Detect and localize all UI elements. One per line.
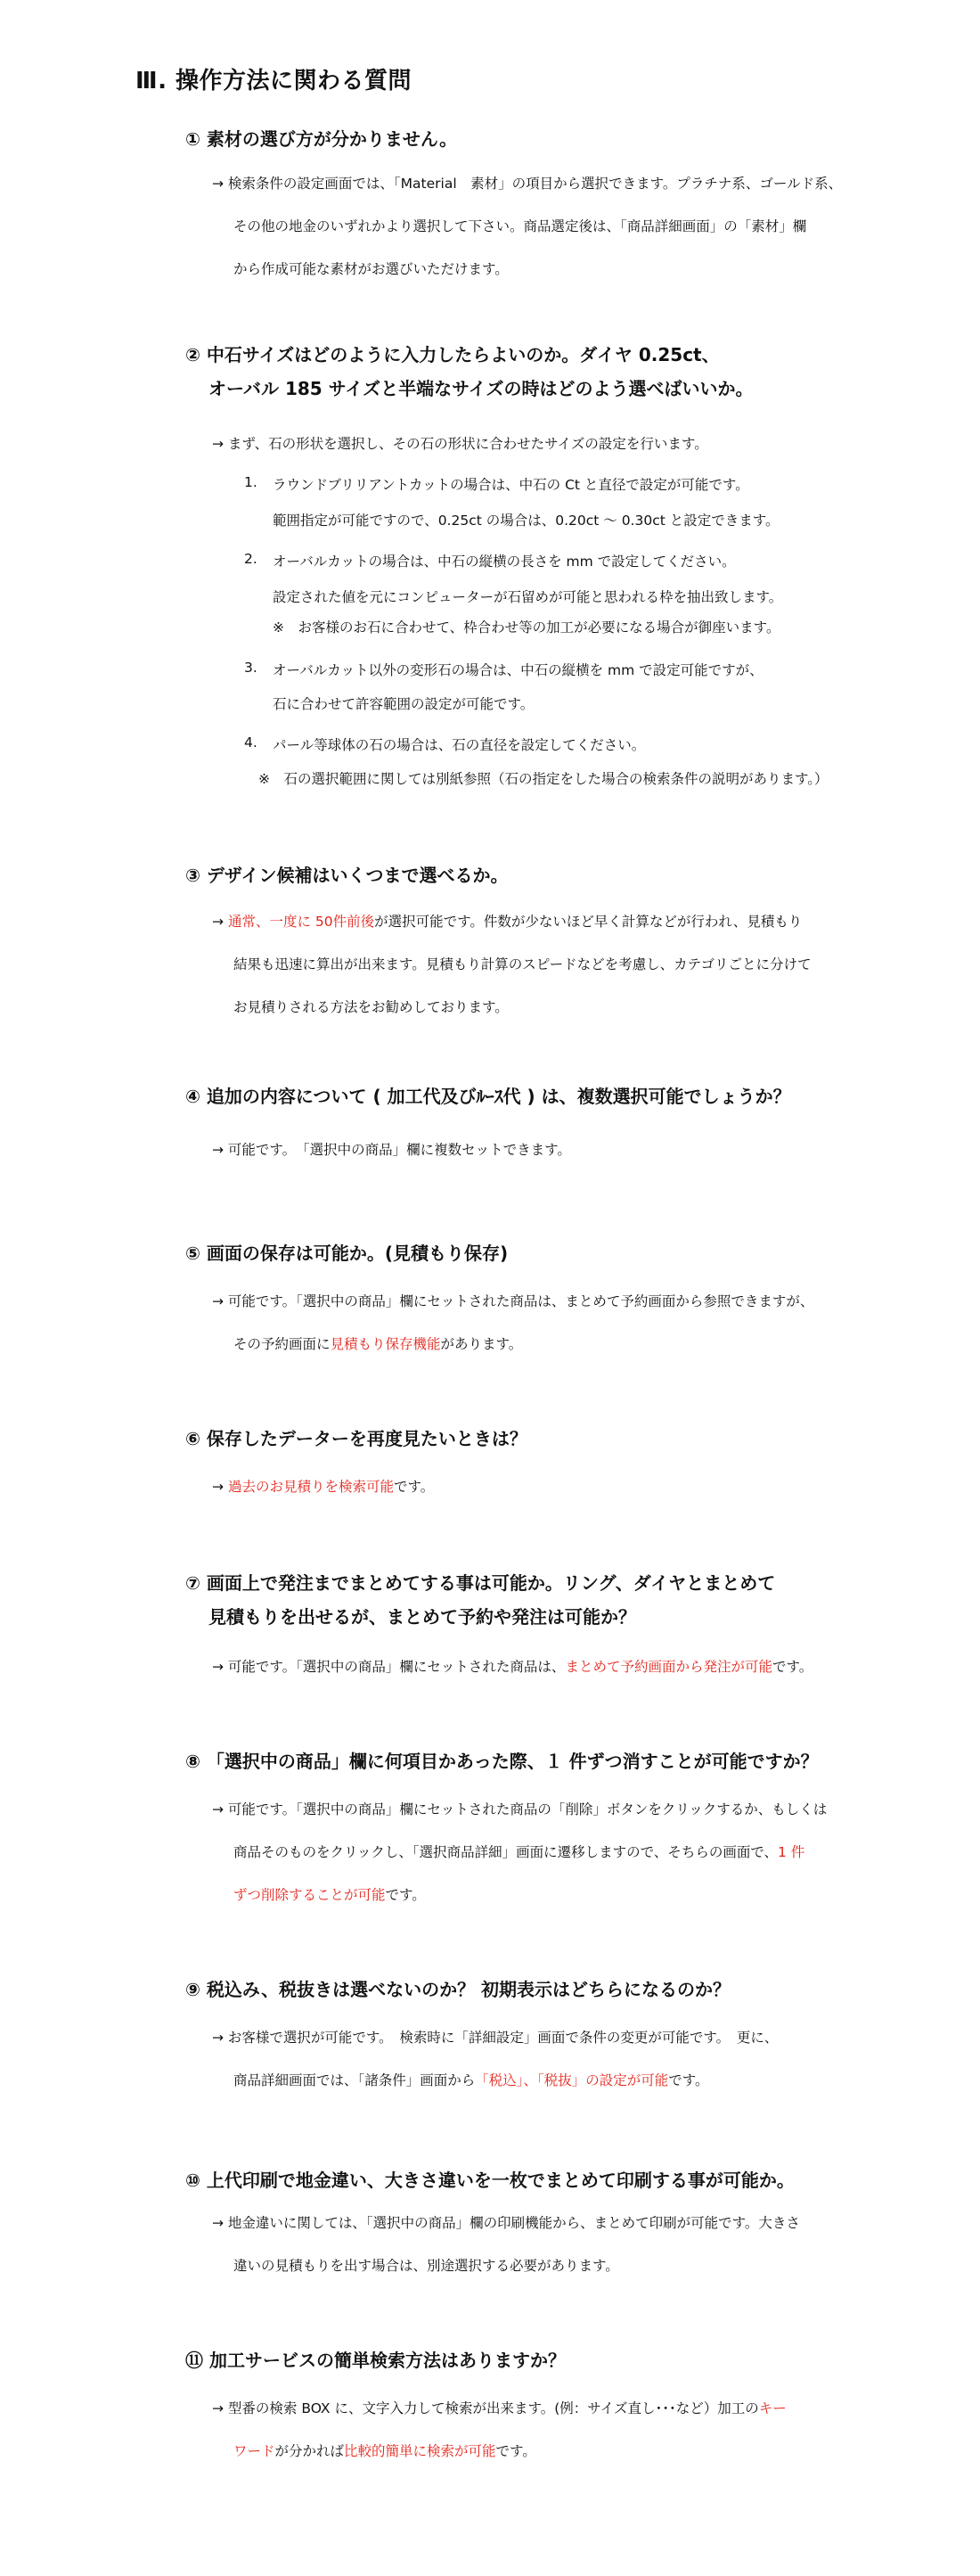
answer-text: 商品詳細画面では、「諸条件」画面から: [233, 2072, 476, 2088]
list-item-2-note: ※ お客様のお石に合わせて、枠合わせ等の加工が必要になる場合が御座います。: [273, 619, 780, 636]
list-item-3-line-2: 石に合わせて許容範囲の設定が可能です。: [273, 696, 535, 712]
highlight-text: 比較的簡単に検索が可能: [344, 2443, 496, 2459]
answer-9-line-1: → お客様で選択が可能です。 検索時に「詳細設定」画面で条件の変更が可能です。 更に、: [212, 2030, 779, 2046]
answer-11-line-2: [233, 2441, 536, 2460]
answer-1-line-2: その他の地金のいずれかより選択して下さい。商品選定後は、「商品詳細画面」の「素材」欄: [233, 218, 807, 234]
answer-text: です。: [772, 1659, 813, 1675]
page-title: Ⅲ. 操作方法に関わる質問: [135, 68, 412, 94]
question-7-line-1: ⑦ 画面上で発注までまとめてする事は可能か。リング、ダイヤとまとめて: [185, 1572, 776, 1594]
highlight-text: まとめて予約画面から発注が可能: [565, 1659, 772, 1675]
question-5: ⑤ 画面の保存は可能か。(見積もり保存): [185, 1243, 509, 1264]
question-2-line-2: オーバル 185 サイズと半端なサイズの時はどのよう選べばいいか。: [208, 378, 754, 399]
answer-text: 商品そのものをクリックし、「選択商品詳細」画面に遷移しますので、そちらの画面で、: [233, 1844, 779, 1860]
highlight-text: 過去のお見積りを検索可能: [227, 1479, 394, 1495]
answer-text: その予約画面に: [233, 1336, 331, 1352]
answer-text: です。: [385, 1887, 426, 1903]
question-10: ⑩ 上代印刷で地金違い、大きさ違いを一枚でまとめて印刷する事が可能か。: [185, 2170, 795, 2191]
answer-text: です。: [393, 1479, 435, 1495]
question-7-line-2: 見積もりを出せるが、まとめて予約や発注は可能か？: [208, 1606, 636, 1628]
answer-3-line-3: お見積りされる方法をお勧めしております。: [233, 999, 509, 1015]
answer-text: → 可能です。「選択中の商品」欄にセットされた商品は、: [212, 1659, 566, 1675]
answer-1-line-3: から作成可能な素材がお選びいただけます。: [233, 261, 509, 277]
answer-8-line-3: [233, 1884, 426, 1904]
list-number: 3.: [244, 660, 257, 676]
answer-2-intro: → まず、石の形状を選択し、その石の形状に合わせたサイズの設定を行います。: [212, 436, 708, 452]
answer-text: です。: [495, 2443, 536, 2459]
answer-9-line-2: [233, 2070, 709, 2089]
list-item-2-line-2: 設定された値を元にコンピューターが石留めが可能と思われる枠を抽出致します。: [273, 589, 783, 605]
question-6: ⑥ 保存したデーターを再度見たいときは？: [185, 1428, 527, 1449]
question-1: ① 素材の選び方が分かりません。: [185, 128, 458, 150]
highlight-text: 通常、一度に 50件前後: [227, 914, 375, 930]
highlight-text: 見積もり保存機能: [330, 1336, 441, 1352]
answer-3-line-2: 結果も迅速に算出が出来ます。見積もり計算のスピードなどを考慮し、カテゴリごとに分けて: [233, 956, 812, 972]
highlight-text: ワード: [233, 2443, 275, 2459]
list-item-2-line-1: オーバルカットの場合は、中石の縦横の長さを mm で設定してください。: [273, 554, 736, 570]
answer-5-line-2: [233, 1333, 522, 1353]
highlight-text: キー: [758, 2400, 787, 2416]
highlight-text: 「税込」、「税抜」の設定が可能: [475, 2072, 669, 2088]
answer-text: です。: [668, 2072, 709, 2088]
list-item-1-line-2: 範囲指定が可能ですので、0.25ct の場合は、0.20ct ～ 0.30ct と設定できます。: [273, 513, 780, 529]
answer-1-line-1: → 検索条件の設定画面では、「Material 素材」の項目から選択できます。プラチナ系、ゴールド系、: [212, 176, 843, 192]
list-number: 4.: [244, 734, 257, 751]
question-3: ③ デザイン候補はいくつまで選べるか。: [185, 865, 509, 886]
list-item-4-line-1: パール等球体の石の場合は、石の直径を設定してください。: [273, 737, 646, 753]
answer-10-line-2: 違いの見積もりを出す場合は、別途選択する必要があります。: [233, 2258, 619, 2274]
question-4: ④ 追加の内容について ( 加工代及びﾙｰｽ代 ) は、複数選択可能でしょうか？: [185, 1086, 791, 1107]
arrow-icon: →: [212, 914, 224, 930]
answer-text: → 型番の検索 BOX に、文字入力して検索が出来ます。(例：サイズ直し･･･など）加工の: [212, 2400, 759, 2416]
answer-2-footnote: ※ 石の選択範囲に関しては別紙参照（石の指定をした場合の検索条件の説明があります。）: [258, 771, 829, 787]
question-8: ⑧ 「選択中の商品」欄に何項目かあった際、１ 件ずつ消すことが可能ですか？: [185, 1751, 819, 1772]
answer-text: があります。: [440, 1336, 523, 1352]
answer-text: が選択可能です。件数が少ないほど早く計算などが行われ、見積もり: [374, 914, 803, 930]
answer-3-line-1: [212, 911, 802, 931]
answer-8-line-1: → 可能です。「選択中の商品」欄にセットされた商品の「削除」ボタンをクリックするか、もしくは: [212, 1801, 828, 1817]
question-2-line-1: ② 中石サイズはどのように入力したらよいのか。ダイヤ 0.25ct、: [185, 344, 720, 365]
highlight-text: ずつ削除することが可能: [233, 1887, 386, 1903]
answer-7: [212, 1656, 813, 1676]
list-number: 1.: [244, 474, 257, 490]
arrow-icon: →: [212, 1479, 224, 1495]
answer-6: [212, 1476, 434, 1496]
question-9: ⑨ 税込み、税抜きは選べないのか？ 初期表示はどちらになるのか？: [185, 1979, 731, 2000]
list-item-1-line-1: ラウンドブリリアントカットの場合は、中石の Ct と直径で設定が可能です。: [273, 477, 749, 493]
answer-5-line-1: → 可能です。「選択中の商品」欄にセットされた商品は、まとめて予約画面から参照できますが、: [212, 1293, 814, 1309]
answer-10-line-1: → 地金違いに関しては、「選択中の商品」欄の印刷機能から、まとめて印刷が可能です。大きさ: [212, 2215, 800, 2231]
list-item-3-line-1: オーバルカット以外の変形石の場合は、中石の縦横を mm で設定可能ですが、: [273, 662, 764, 678]
highlight-text: 1 件: [778, 1844, 805, 1860]
answer-4: → 可能です。 「選択中の商品」欄に複数セットできます。: [212, 1142, 571, 1158]
list-number: 2.: [244, 551, 257, 567]
answer-text: が分かれば: [274, 2443, 345, 2459]
answer-8-line-2: [233, 1842, 804, 1861]
answer-11-line-1: [212, 2398, 787, 2417]
question-11: ⑪ 加工サービスの簡単検索方法はありますか？: [185, 2350, 566, 2371]
